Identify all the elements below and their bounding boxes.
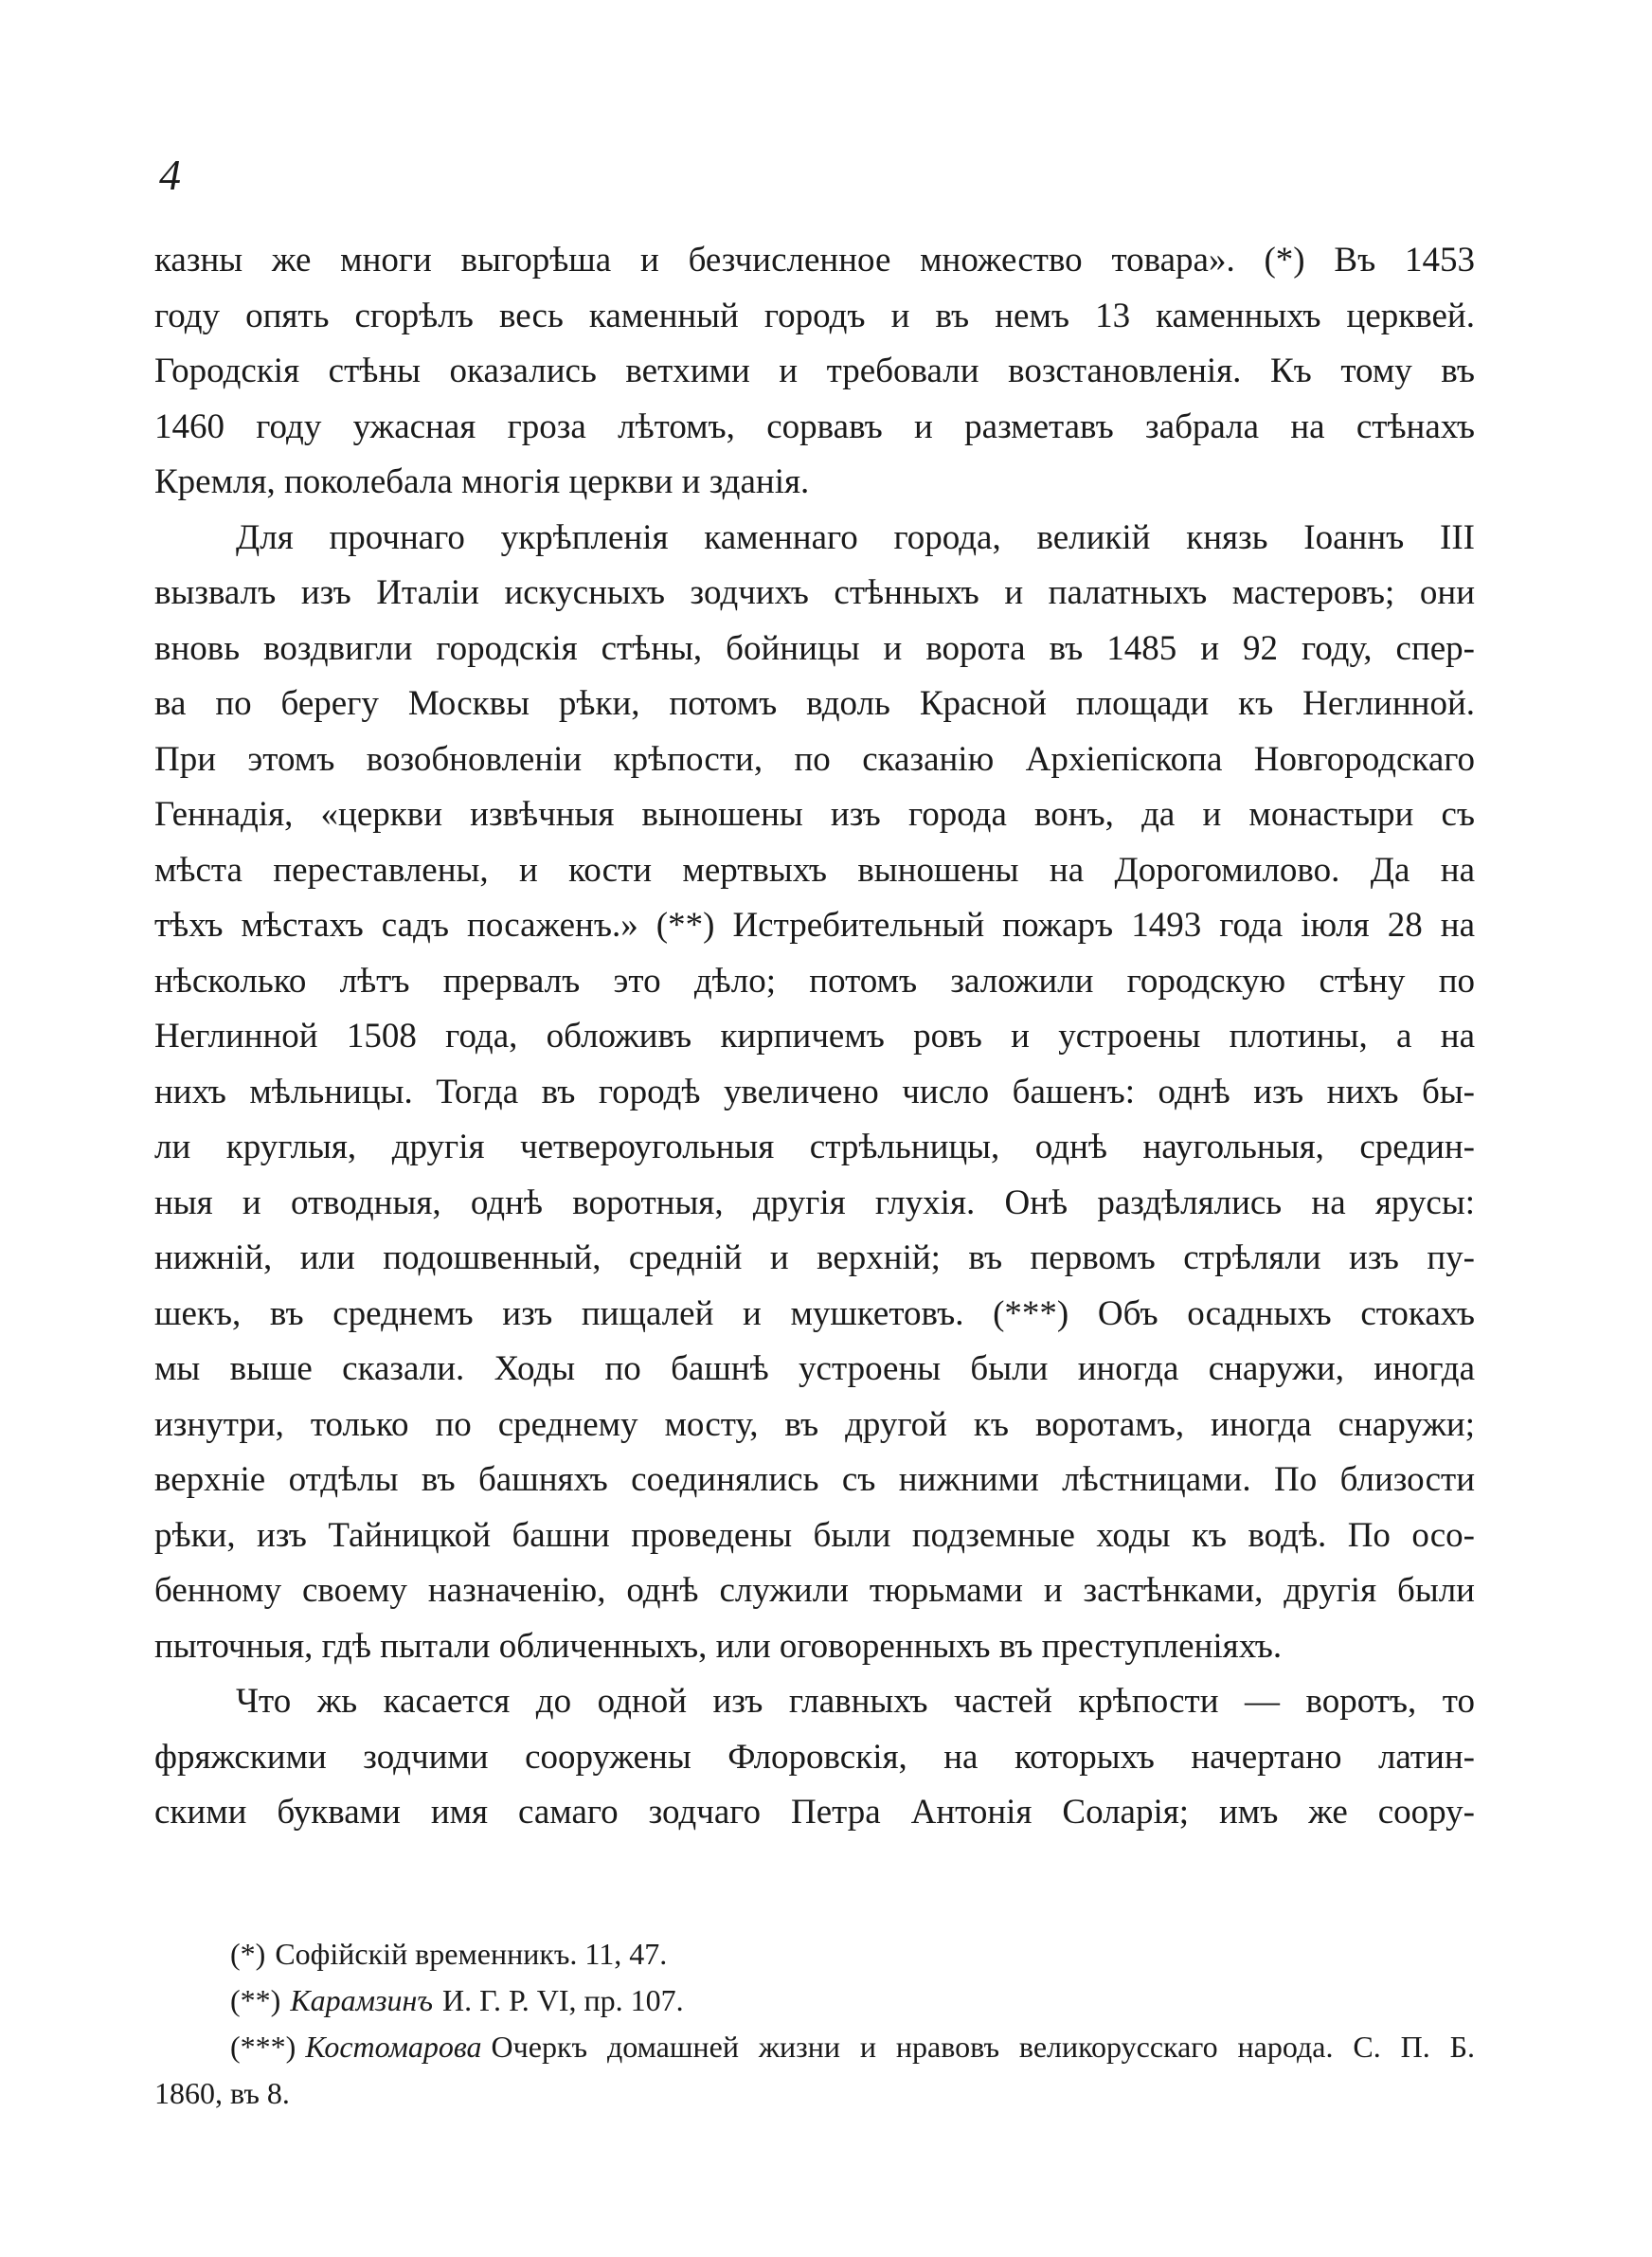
text-line: Для прочнаго укрѣпленія каменнаго города, великій князь Іоаннъ III [236, 517, 1475, 557]
footnote-3-continuation: 1860, въ 8. [154, 2076, 290, 2110]
text-line: ли круглыя, другія четвероугольныя стрѣльницы, однѣ наугольныя, средин- [154, 1128, 1475, 1166]
paragraph-1 [154, 233, 1475, 511]
text-line: вновь воздвигли городскія стѣны, бойницы и ворота въ 1485 и 92 году, спер- [154, 628, 1475, 668]
text-line: рѣки, изъ Тайницкой башни проведены были подземные ходы къ водѣ. По осо- [154, 1515, 1475, 1555]
footnote-mark: (***) [230, 2030, 296, 2064]
text-line: Городскія стѣны оказались ветхими и требовали возстановленія. Къ тому въ [154, 352, 1475, 390]
text-line: При этомъ возобновленіи крѣпости, по сказанію Архіепіскопа Новгородскаго [154, 739, 1475, 779]
footnotes [154, 1931, 1475, 2117]
text-line: Кремля, поколебала многія церкви и зданія. [154, 462, 810, 501]
footnote-2 [154, 1977, 1475, 2024]
text-line: Что жь касается до одной изъ главныхъ частей крѣпости — воротъ, то [236, 1682, 1475, 1721]
footnote-text: Софійскій временникъ. 11, 47. [275, 1937, 668, 1971]
text-line: Неглинной 1508 года, обложивъ кирпичемъ ровъ и устроены плотины, а на [154, 1017, 1475, 1056]
footnote-text: Очеркъ домашней жизни и нравовъ великорусскаго народа. С. П. Б. [491, 2030, 1475, 2064]
text-line: бенному своему назначенію, однѣ служили тюрьмами и застѣнками, другія были [154, 1571, 1475, 1610]
page-number: 4 [159, 151, 181, 199]
footnote-source: Костомарова [305, 2030, 482, 2064]
text-line: казны же многи выгорѣша и безчисленное множество товара». (*) Въ 1453 [154, 241, 1475, 280]
text-line: нихъ мѣльницы. Тогда въ городѣ увеличено число башенъ: однѣ изъ нихъ бы- [154, 1072, 1475, 1111]
text-line: Геннадія, «церкви извѣчныя выношены изъ города вонъ, да и монастыри съ [154, 795, 1475, 834]
text-line: фряжскими зодчими сооружены Флоровскія, на которыхъ начертано латин- [154, 1737, 1475, 1777]
text-line: скими буквами имя самаго зодчаго Петра Антонія Соларія; имъ же соору- [154, 1793, 1475, 1832]
footnote-text: И. Г. Р. VI, пр. 107. [441, 1983, 684, 2017]
text-line: ныя и отводныя, однѣ воротныя, другія глухія. Онѣ раздѣлялись на ярусы: [154, 1183, 1475, 1222]
paragraph-3 [154, 1674, 1475, 1841]
text-line: верхніе отдѣлы въ башняхъ соединялись съ нижними лѣстницами. По близости [154, 1460, 1475, 1499]
text-line: изнутри, только по среднему мосту, въ другой къ воротамъ, иногда снаружи; [154, 1404, 1475, 1444]
text-line: тѣхъ мѣстахъ садъ посаженъ.» (**) Истребительный пожаръ 1493 года іюля 28 на [154, 906, 1475, 945]
text-line: 1460 году ужасная гроза лѣтомъ, сорвавъ и разметавъ забрала на стѣнахъ [154, 406, 1475, 446]
text-line: году опять сгорѣлъ весь каменный городъ и въ немъ 13 каменныхъ церквей. [154, 296, 1475, 335]
footnote-source: Карамзинъ [290, 1983, 433, 2017]
text-line: вызвалъ изъ Италіи искусныхъ зодчихъ стѣнныхъ и палатныхъ мастеровъ; они [154, 573, 1475, 612]
footnote-mark: (*) [230, 1937, 266, 1971]
footnote-1 [154, 1931, 1475, 1977]
text-line: нѣсколько лѣтъ прервалъ это дѣло; потомъ заложили городскую стѣну по [154, 961, 1475, 1001]
text-line: мѣста переставлены, и кости мертвыхъ выношены на Дорогомилово. Да на [154, 850, 1475, 890]
text-line: нижній, или подошвенный, средній и верхній; въ первомъ стрѣляли изъ пу- [154, 1238, 1475, 1277]
text-line: шекъ, въ среднемъ изъ пищалей и мушкетовъ. (***) Объ осадныхъ стокахъ [154, 1293, 1475, 1333]
text-line: ва по берегу Москвы рѣки, потомъ вдоль Красной площади къ Неглинной. [154, 684, 1475, 723]
text-line: пыточныя, гдѣ пытали обличенныхъ, или оговоренныхъ въ преступленіяхъ. [154, 1626, 1283, 1666]
body-text [154, 233, 1475, 1841]
paragraph-2 [154, 511, 1475, 1675]
text-line: мы выше сказали. Ходы по башнѣ устроены были иногда снаружи, иногда [154, 1349, 1475, 1388]
footnote-mark: (**) [230, 1983, 281, 2017]
footnote-3 [154, 2024, 1475, 2070]
